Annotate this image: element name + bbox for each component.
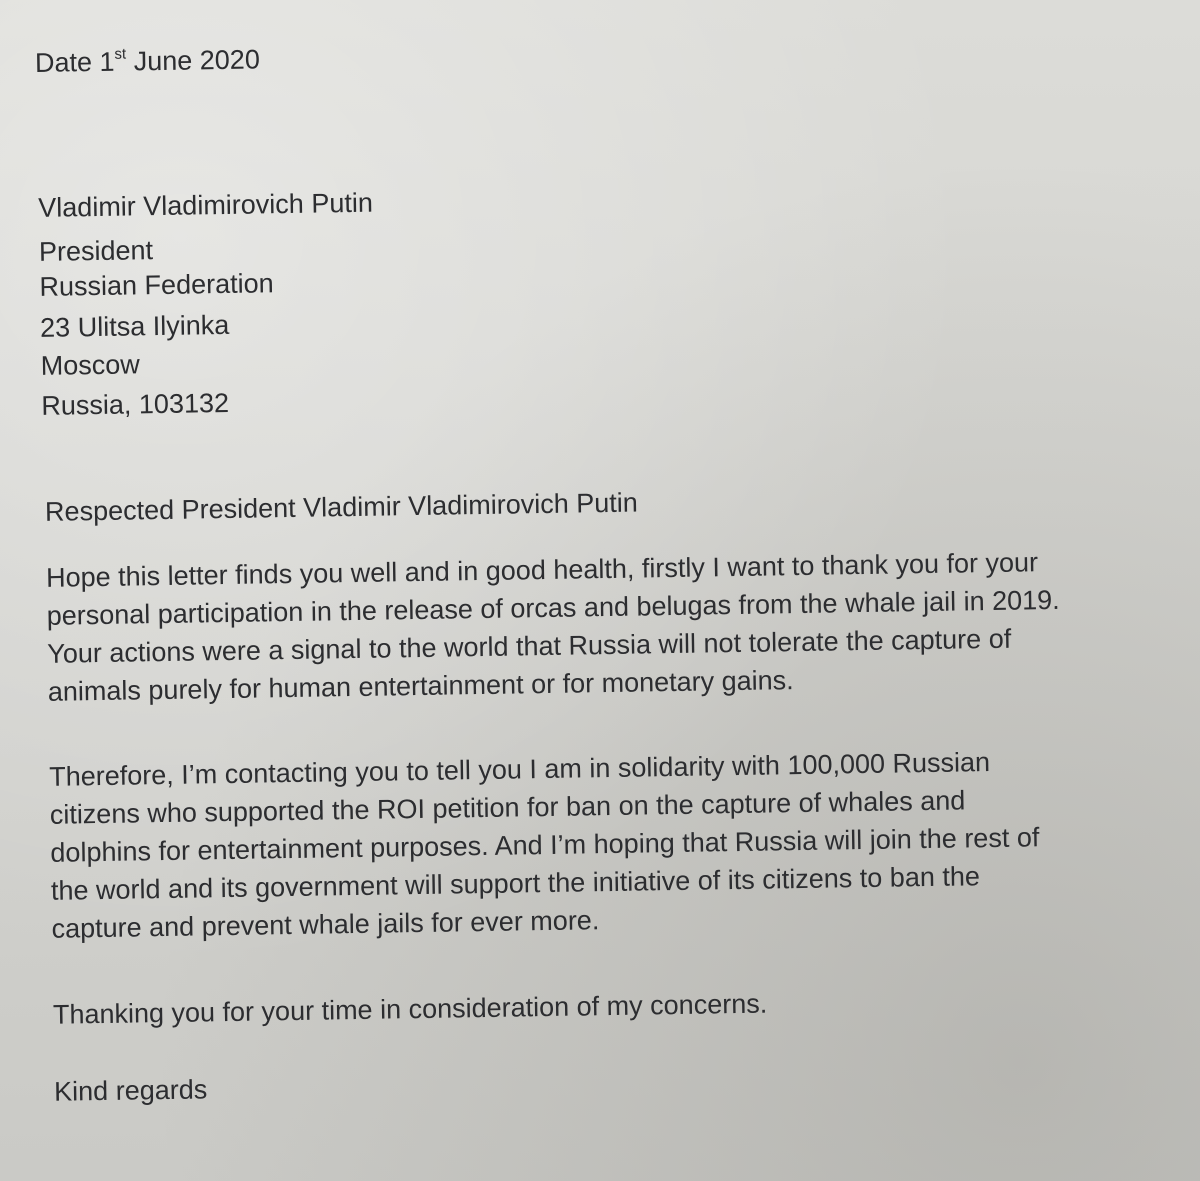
paragraph-1 <box>46 545 1168 715</box>
paragraph-2-line: Therefore, I’m contacting you to tell you I am in solidarity with 100,000 Russian <box>48 747 991 792</box>
letter-body <box>32 0 1190 1181</box>
paragraph-2-line: citizens who supported the ROI petition for ban on the capture of whales and <box>49 785 966 830</box>
paragraph-1-line: personal participation in the release of orcas and belugas from the whale jail in 2019. <box>46 584 1060 631</box>
address-line-city: Moscow <box>40 349 141 381</box>
paragraph-2-line: dolphins for entertainment purposes. And I’m hoping that Russia will join the rest of <box>50 822 1040 868</box>
letter-date: Date 1st June 2020 <box>34 44 261 78</box>
paragraph-2-line: capture and prevent whale jails for ever more. <box>51 905 600 944</box>
paragraph-1-line: animals purely for human entertainment or for monetary gains. <box>47 665 794 707</box>
paragraph-1-line: Hope this letter finds you well and in good health, firstly I want to thank you for your <box>45 547 1039 593</box>
sign-off: Kind regards <box>53 1074 208 1107</box>
date-ordinal: st <box>114 45 127 63</box>
closing-line: Thanking you for your time in consideration of my concerns. <box>52 988 768 1030</box>
address-line-postcode: Russia, 103132 <box>41 387 230 421</box>
paragraph-2-line: the world and its government will support the initiative of its citizens to ban the <box>50 861 981 906</box>
paragraph-2 <box>49 744 1172 952</box>
address-line-country: Russian Federation <box>39 268 274 302</box>
salutation: Respected President Vladimir Vladimirovich Putin <box>44 487 638 527</box>
address-line-street: 23 Ulitsa Ilyinka <box>39 309 230 343</box>
address-line-name: Vladimir Vladimirovich Putin <box>38 187 374 223</box>
address-line-title: President <box>38 235 154 267</box>
paragraph-1-line: Your actions were a signal to the world that Russia will not tolerate the capture of <box>47 623 1012 669</box>
